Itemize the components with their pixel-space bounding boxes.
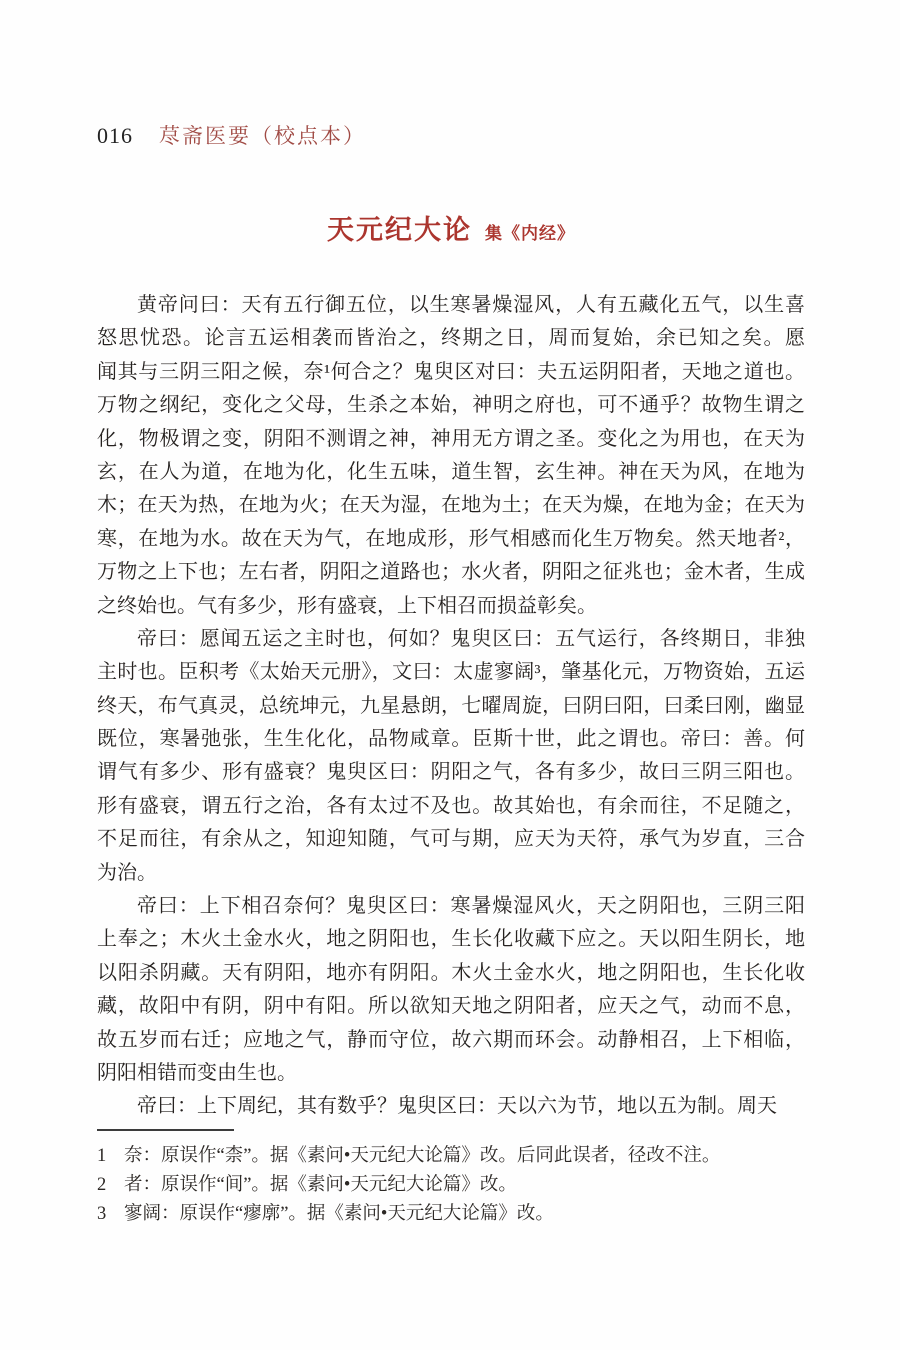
running-header bbox=[97, 0, 805, 150]
footnote-number: 3 bbox=[97, 1203, 107, 1224]
book-title: 荩斋医要（校点本） bbox=[159, 124, 366, 148]
body-line: 终天，布气真灵，总统坤元，九星悬朗，七曜周旋，曰阴曰阳，曰柔曰刚，幽显 bbox=[97, 694, 805, 717]
body-line: 寒，在地为水。故在天为气，在地成形，形气相感而化生万物矣。然天地者²， bbox=[97, 527, 805, 550]
footnote bbox=[97, 1200, 805, 1229]
body-line: 以阳杀阴藏。天有阴阳，地亦有阴阳。木火土金水火，地之阴阳也，生长化收 bbox=[97, 961, 805, 984]
body-line: 藏，故阳中有阴，阴中有阳。所以欲知天地之阴阳者，应天之气，动而不息， bbox=[97, 995, 805, 1018]
body-line: 谓气有多少、形有盛衰？鬼臾区曰：阴阳之气，各有多少，故曰三阴三阳也。 bbox=[97, 761, 805, 784]
footnote bbox=[97, 1142, 805, 1171]
footnote bbox=[97, 1171, 805, 1200]
body-text bbox=[97, 289, 805, 1124]
body-line: 上奉之；木火土金水火，地之阴阳也，生长化收藏下应之。天以阳生阴长，地 bbox=[97, 928, 805, 951]
body-line: 黄帝问曰：天有五行御五位，以生寒暑燥湿风，人有五藏化五气，以生喜 bbox=[137, 294, 805, 316]
footnote-number: 2 bbox=[97, 1174, 107, 1195]
page-number: 016 bbox=[97, 123, 133, 148]
footnote-text: 奈：原误作“柰”。据《素问•天元纪大论篇》改。后同此误者，径改不注。 bbox=[124, 1145, 721, 1166]
body-line: 为治。 bbox=[97, 861, 157, 884]
body-line: 故五岁而右迁；应地之气，静而守位，故六期而环会。动静相召，上下相临， bbox=[97, 1028, 805, 1051]
body-line: 之终始也。气有多少，形有盛衰，上下相召而损益彰矣。 bbox=[97, 594, 597, 617]
body-line: 帝曰：上下相召奈何？鬼臾区曰：寒暑燥湿风火，天之阴阳也，三阴三阳 bbox=[137, 895, 805, 918]
body-line: 木；在天为热，在地为火；在天为湿，在地为土；在天为燥，在地为金；在天为 bbox=[97, 494, 805, 517]
body-line: 闻其与三阴三阳之候，奈¹何合之？鬼臾区对曰：夫五运阴阳者，天地之道也。 bbox=[97, 360, 805, 383]
body-line: 既位，寒暑弛张，生生化化，品物咸章。臣斯十世，此之谓也。帝曰：善。何 bbox=[97, 728, 805, 751]
body-line: 玄，在人为道，在地为化，化生五味，道生智，玄生神。神在天为风，在地为 bbox=[97, 460, 805, 483]
footnote-text: 寥阔：原误作“瘳廓”。据《素问•天元纪大论篇》改。 bbox=[124, 1203, 554, 1224]
body-line: 化，物极谓之变，阴阳不测谓之神，神用无方谓之圣。变化之为用也，在天为 bbox=[97, 427, 805, 450]
body-line: 形有盛衰，谓五行之治，各有太过不及也。故其始也，有余而往，不足随之， bbox=[97, 794, 805, 817]
footnotes bbox=[97, 1142, 805, 1229]
body-line: 阴阳相错而变由生也。 bbox=[97, 1061, 297, 1084]
chapter-title: 天元纪大论 bbox=[327, 215, 472, 245]
footnote-text: 者：原误作“间”。据《素问•天元纪大论篇》改。 bbox=[124, 1174, 517, 1195]
body-line: 万物之上下也；左右者，阴阳之道路也；水火者，阴阳之征兆也；金木者，生成 bbox=[97, 561, 805, 584]
body-line: 主时也。臣积考《太始天元册》，文曰：太虚寥阔³，肇基化元，万物资始，五运 bbox=[97, 661, 805, 684]
footnote-separator-rule bbox=[97, 1129, 234, 1131]
body-line: 万物之纲纪，变化之父母，生杀之本始，神明之府也，可不通乎？故物生谓之 bbox=[97, 394, 805, 417]
body-line: 帝曰：愿闻五运之主时也，何如？鬼臾区曰：五气运行，各终期日，非独 bbox=[137, 627, 805, 650]
body-line: 不足而往，有余从之，知迎知随，气可与期，应天为天符，承气为岁直，三合 bbox=[97, 828, 805, 851]
chapter-subtitle: 集《内经》 bbox=[485, 224, 575, 243]
footnote-number: 1 bbox=[97, 1145, 107, 1166]
body-line: 怒思忧恐。论言五运相袭而皆治之，终期之日，周而复始，余已知之矣。愿 bbox=[97, 327, 805, 350]
body-line: 帝曰：上下周纪，其有数乎？鬼臾区曰：天以六为节，地以五为制。周天 bbox=[137, 1095, 777, 1118]
chapter-title-row bbox=[97, 208, 805, 247]
